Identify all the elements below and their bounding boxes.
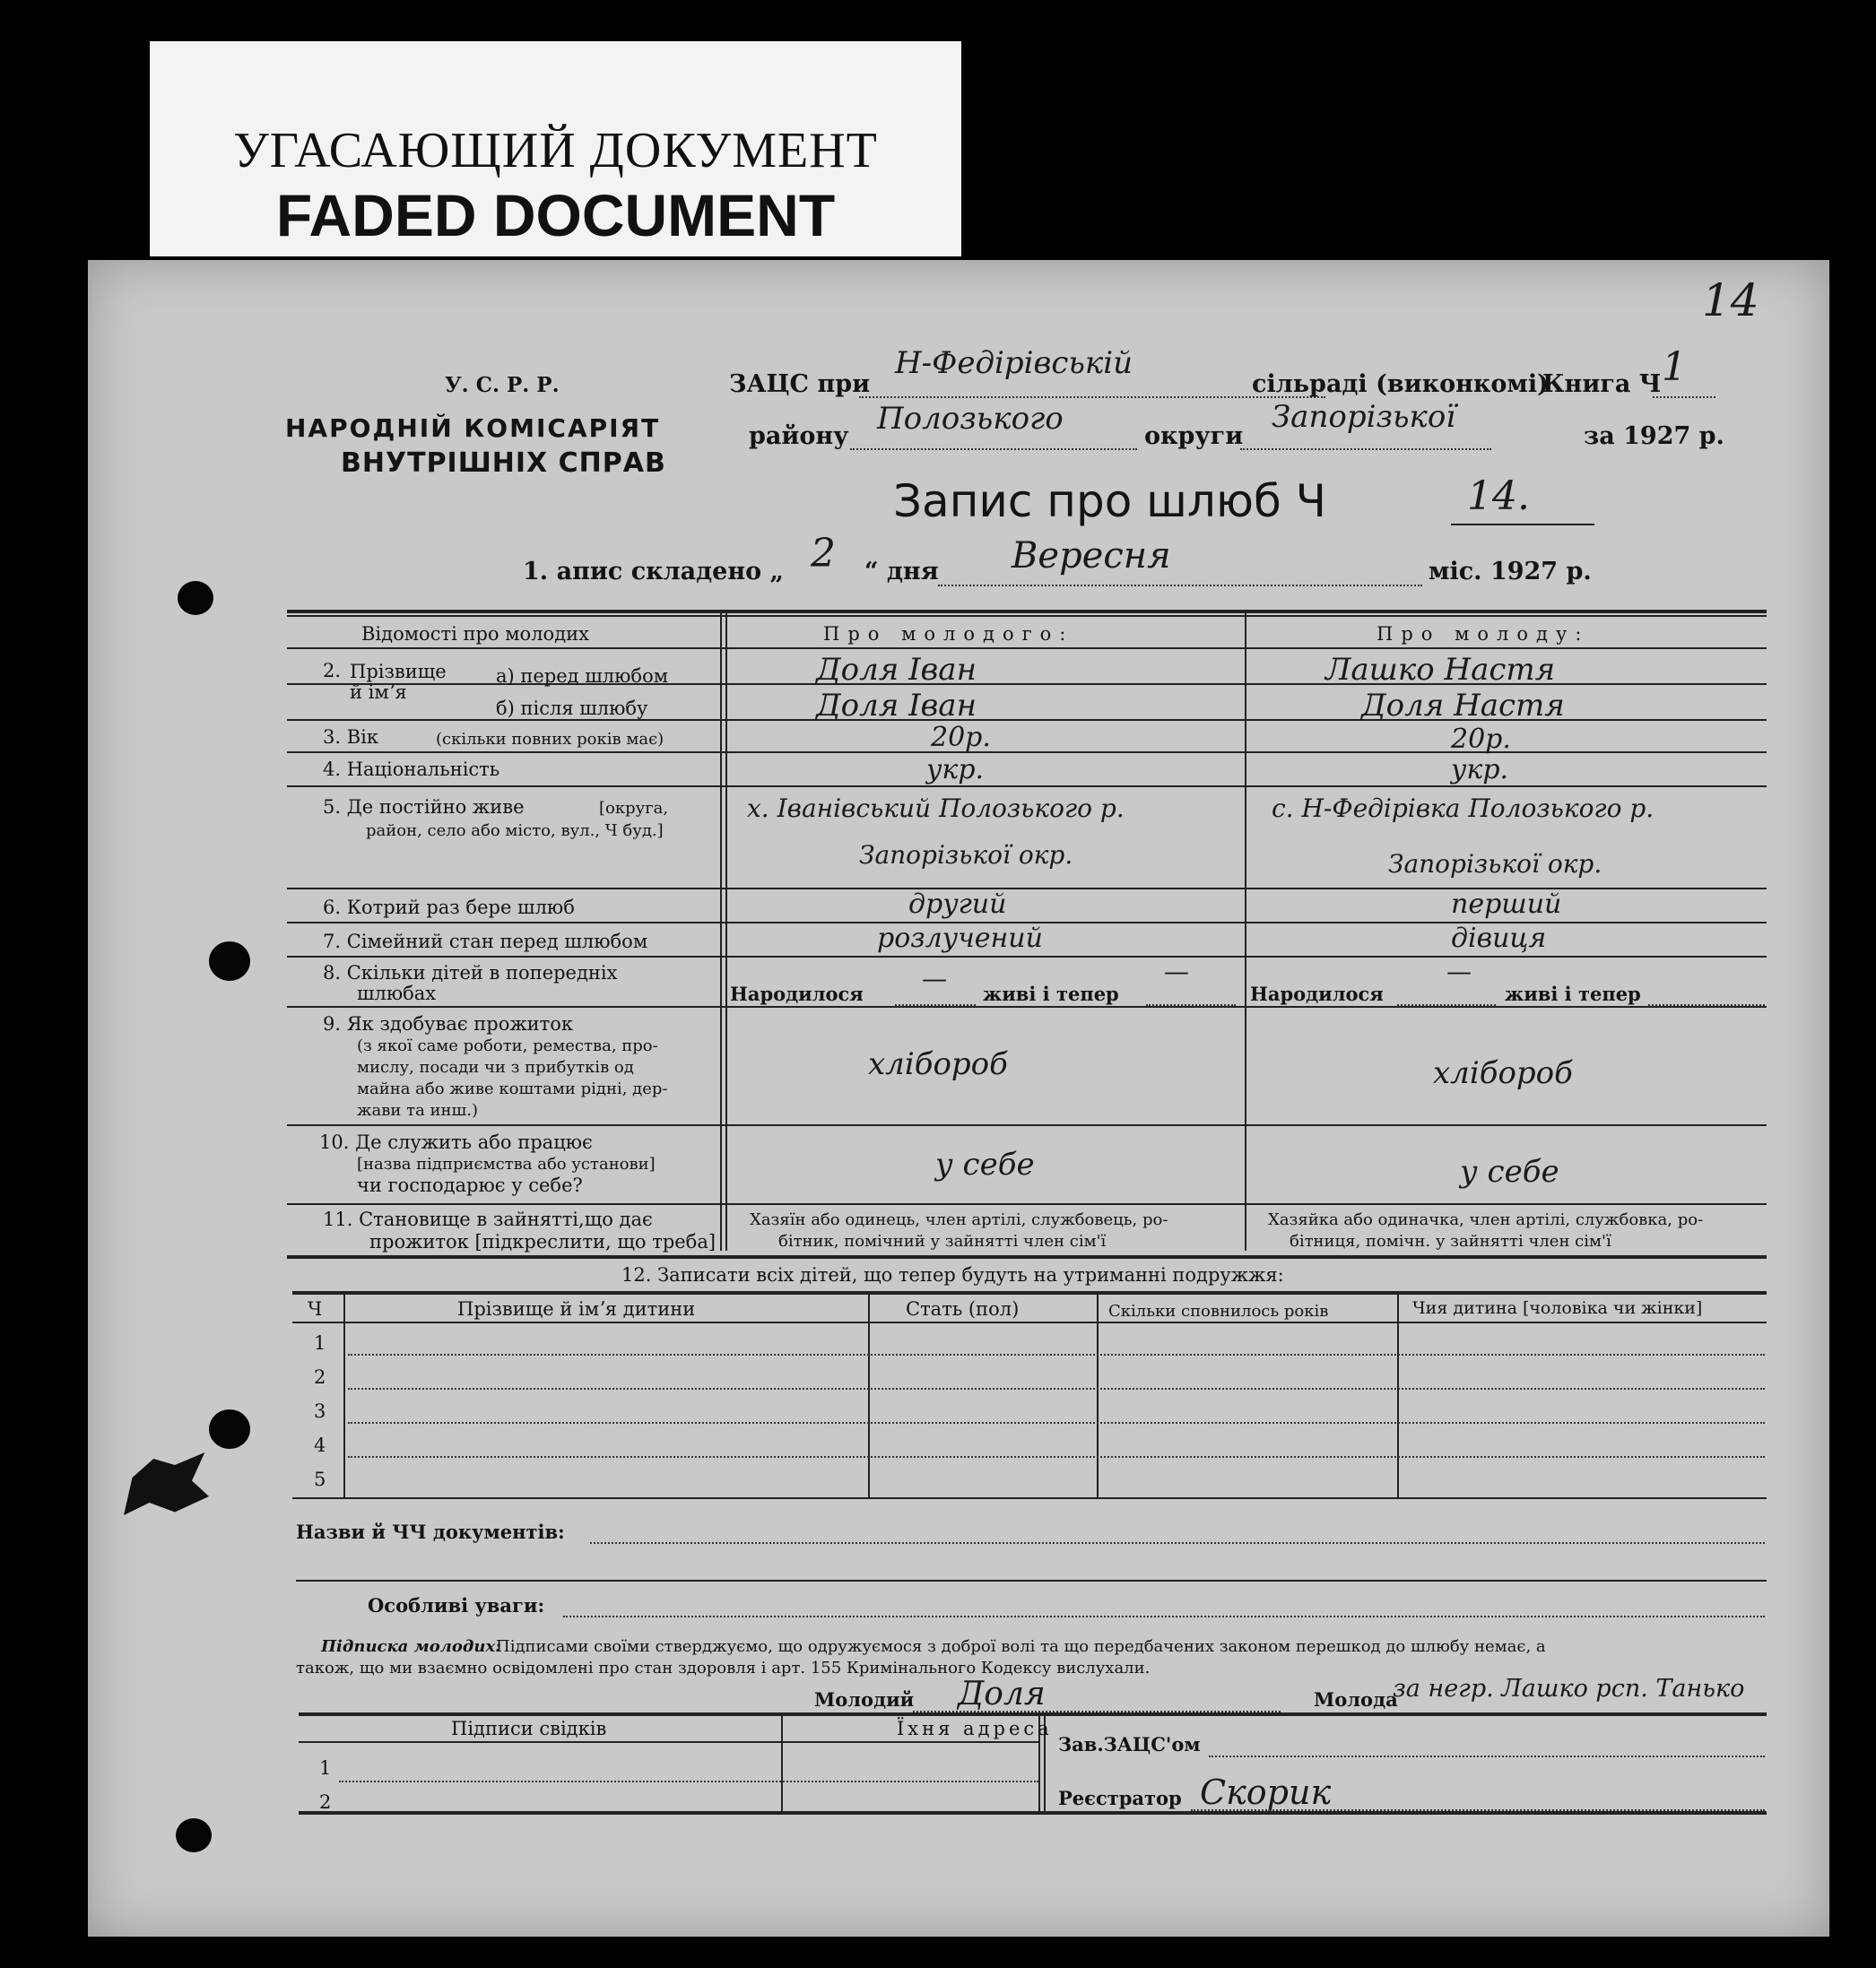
row8-label1: 8. Скільки дітей в попередніх xyxy=(323,962,618,984)
form-title: Запис про шлюб Ч xyxy=(893,475,1326,527)
record-month: Вересня xyxy=(1012,535,1171,577)
row9-note1: (з якої саме роботи, ремества, про- xyxy=(357,1036,658,1055)
row2b: б) після шлюбу xyxy=(496,698,648,719)
declaration-line2: також, що ми взаємно освідомлені про стан здоровля і арт. 155 Кримінального Кодексу вислухали. xyxy=(296,1659,1151,1678)
book-value: 1 xyxy=(1662,344,1687,390)
declaration-lead: Підписка молодих: xyxy=(321,1637,501,1656)
address-label: Їхня адреса xyxy=(897,1718,1053,1739)
notice-en: FADED DOCUMENT xyxy=(275,182,836,248)
row5-note2: район, село або місто, вул., Ч буд.] xyxy=(366,821,664,840)
row5-label: 5. Де постійно живе xyxy=(323,796,525,818)
row9-label: 9. Як здобуває прожиток xyxy=(323,1013,574,1035)
groom-status: розлучений xyxy=(877,923,1043,954)
ministry-line1: НАРОДНІЙ КОМІСАРІЯТ xyxy=(285,413,661,443)
groom-alive-label: живі і тепер xyxy=(983,983,1119,1005)
groom-alive: — xyxy=(1164,957,1189,986)
children-heading: 12. Записати всіх дітей, що тепер будуть на утриманні подружжя: xyxy=(621,1264,1284,1286)
groom-occupation-line2: бітник, помічний у зайнятті член сім'ї xyxy=(778,1232,1107,1251)
witness-row-1: 1 xyxy=(319,1757,332,1779)
children-row-3: 3 xyxy=(314,1400,326,1422)
children-row-1: 1 xyxy=(314,1332,326,1354)
groom-nationality: укр. xyxy=(926,754,985,785)
notice-ru: УГАСАЮЩИЙ ДОКУМЕНТ xyxy=(233,123,878,178)
bride-age: 20р. xyxy=(1451,724,1511,755)
record-date-label: 1. апис складено „ xyxy=(523,558,785,585)
head-label: Зав.ЗАЦС'ом xyxy=(1058,1733,1201,1756)
children-col-name: Прізвище й імʼя дитини xyxy=(457,1298,696,1320)
column-bride: Про молоду: xyxy=(1377,623,1590,645)
bride-residence2: Запорізької окр. xyxy=(1388,849,1602,879)
bride-work: у себе xyxy=(1460,1154,1559,1190)
groom-born: — xyxy=(922,964,947,993)
row9-note4: жави та инш.) xyxy=(357,1101,479,1120)
marriage-record-form xyxy=(88,260,1829,1937)
witness-row-2: 2 xyxy=(319,1791,332,1813)
punch-hole-2 xyxy=(209,941,250,981)
record-month-label: міс. 1927 р. xyxy=(1429,558,1592,585)
faded-document-notice xyxy=(150,41,961,256)
district-value: Полозького xyxy=(877,401,1064,437)
book-label: Книга Ч xyxy=(1542,370,1662,398)
children-col-no: Ч xyxy=(308,1298,323,1320)
children-row-2: 2 xyxy=(314,1366,326,1388)
bride-nationality: укр. xyxy=(1451,754,1509,785)
groom-residence2: Запорізької окр. xyxy=(859,840,1073,870)
registrar-signature: Скорик xyxy=(1200,1773,1332,1812)
groom-age: 20р. xyxy=(931,722,991,753)
bride-born-label: Народилося xyxy=(1250,983,1384,1005)
row9-note2: мислу, посади чи з прибутків од xyxy=(357,1058,634,1077)
children-col-age: Скільки сповнилось років xyxy=(1108,1302,1329,1321)
zags-value: Н-Федірівській xyxy=(895,345,1133,381)
bride-marriage-no: перший xyxy=(1451,889,1562,920)
row4-label: 4. Національність xyxy=(323,759,500,780)
groom-marriage-no: другий xyxy=(908,889,1007,920)
children-col-whose: Чия дитина [чоловіка чи жінки] xyxy=(1412,1298,1703,1318)
groom-signature: Доля xyxy=(958,1676,1046,1712)
bride-residence1: с. Н-Федірівка Полозького р. xyxy=(1272,793,1655,823)
row10-label1: 10. Де служить або працює xyxy=(319,1131,593,1153)
bride-name-after: Доля Настя xyxy=(1361,688,1565,724)
punch-hole-4 xyxy=(176,1818,212,1852)
row5-note1: [округа, xyxy=(599,799,669,818)
record-number: 14. xyxy=(1467,473,1530,519)
row7-label: 7. Сімейний стан перед шлюбом xyxy=(323,931,648,952)
documents-label: Назви й ЧЧ документів: xyxy=(296,1521,565,1543)
bride-alive-label: живі і тепер xyxy=(1505,983,1641,1005)
row11-label2: прожиток [підкреслити, що треба] xyxy=(369,1231,717,1253)
groom-livelihood: хлібороб xyxy=(868,1046,1008,1082)
row9-note3: майна або живе коштами рідні, дер- xyxy=(357,1079,668,1098)
witnesses-label: Підписи свідків xyxy=(451,1718,607,1739)
row10-label3: чи господарює у себе? xyxy=(357,1175,583,1196)
row11-label1: 11. Становище в зайнятті,що дає xyxy=(323,1209,653,1230)
bride-livelihood: хлібороб xyxy=(1433,1055,1573,1091)
punch-hole-3 xyxy=(209,1409,250,1449)
bride-occupation-line2: бітниця, помічн. у зайнятті член сім'ї xyxy=(1290,1232,1611,1251)
okrug-value: Запорізької xyxy=(1272,399,1456,435)
silrada-label: сільраді (виконкомі) xyxy=(1252,370,1549,398)
children-row-5: 5 xyxy=(314,1469,326,1490)
bride-born: — xyxy=(1446,957,1472,986)
bride-status: дівиця xyxy=(1451,923,1547,954)
bride-signature: за негр. Лашко рсп. Танько xyxy=(1393,1675,1745,1703)
republic-label: У. С. Р. Р. xyxy=(445,373,560,397)
declaration-line1: Підписами своїми стверджуємо, що одружуємося з доброї волі та що передбачених законом перешкод до шлюбу немає, а xyxy=(496,1637,1546,1656)
bride-signature-label: Молода xyxy=(1314,1688,1398,1711)
record-day: 2 xyxy=(811,531,836,577)
column-info: Відомості про молодих xyxy=(361,623,589,645)
row2-num: 2. xyxy=(323,660,342,681)
groom-occupation-line1: Хазяїн або одинець, член артілі, службовець, ро- xyxy=(750,1210,1168,1229)
row3-note: (скільки повних років має) xyxy=(436,730,664,749)
row8-label2: шлюбах xyxy=(357,983,437,1004)
row2-label: Прізвище й імʼя xyxy=(350,661,447,704)
row3-label: 3. Вік xyxy=(323,726,378,748)
groom-residence1: х. Іванівський Полозького р. xyxy=(747,793,1125,823)
groom-name-before: Доля Іван xyxy=(816,652,977,688)
groom-signature-label: Молодий xyxy=(814,1688,915,1711)
groom-work: у себе xyxy=(935,1147,1035,1183)
column-groom: Про молодого: xyxy=(823,623,1074,645)
row6-label: 6. Котрий раз бере шлюб xyxy=(323,897,575,918)
year-label: за 1927 р. xyxy=(1584,422,1724,450)
punch-hole-1 xyxy=(178,581,213,615)
page-number: 14 xyxy=(1702,274,1759,326)
bride-occupation-line1: Хазяйка або одиначка, член артілі, службовка, ро- xyxy=(1268,1210,1704,1229)
ministry-line2: ВНУТРІШНІХ СПРАВ xyxy=(341,447,666,479)
zags-label: ЗАЦС при xyxy=(729,370,871,398)
groom-born-label: Народилося xyxy=(730,983,864,1005)
groom-name-after: Доля Іван xyxy=(816,688,977,724)
torn-corner xyxy=(124,1452,209,1515)
children-col-sex: Стать (пол) xyxy=(906,1298,1020,1320)
registrar-label: Реєстратор xyxy=(1058,1787,1182,1809)
children-row-4: 4 xyxy=(314,1435,326,1456)
record-day-label: “ дня xyxy=(864,558,939,585)
row10-label2: [назва підприємства або установи] xyxy=(357,1155,656,1174)
remarks-label: Особливі уваги: xyxy=(368,1594,545,1617)
okrug-label: округи xyxy=(1144,422,1244,450)
bride-name-before: Лашко Настя xyxy=(1325,652,1556,688)
row2a: а) перед шлюбом xyxy=(496,665,669,687)
district-label: району xyxy=(749,422,849,450)
